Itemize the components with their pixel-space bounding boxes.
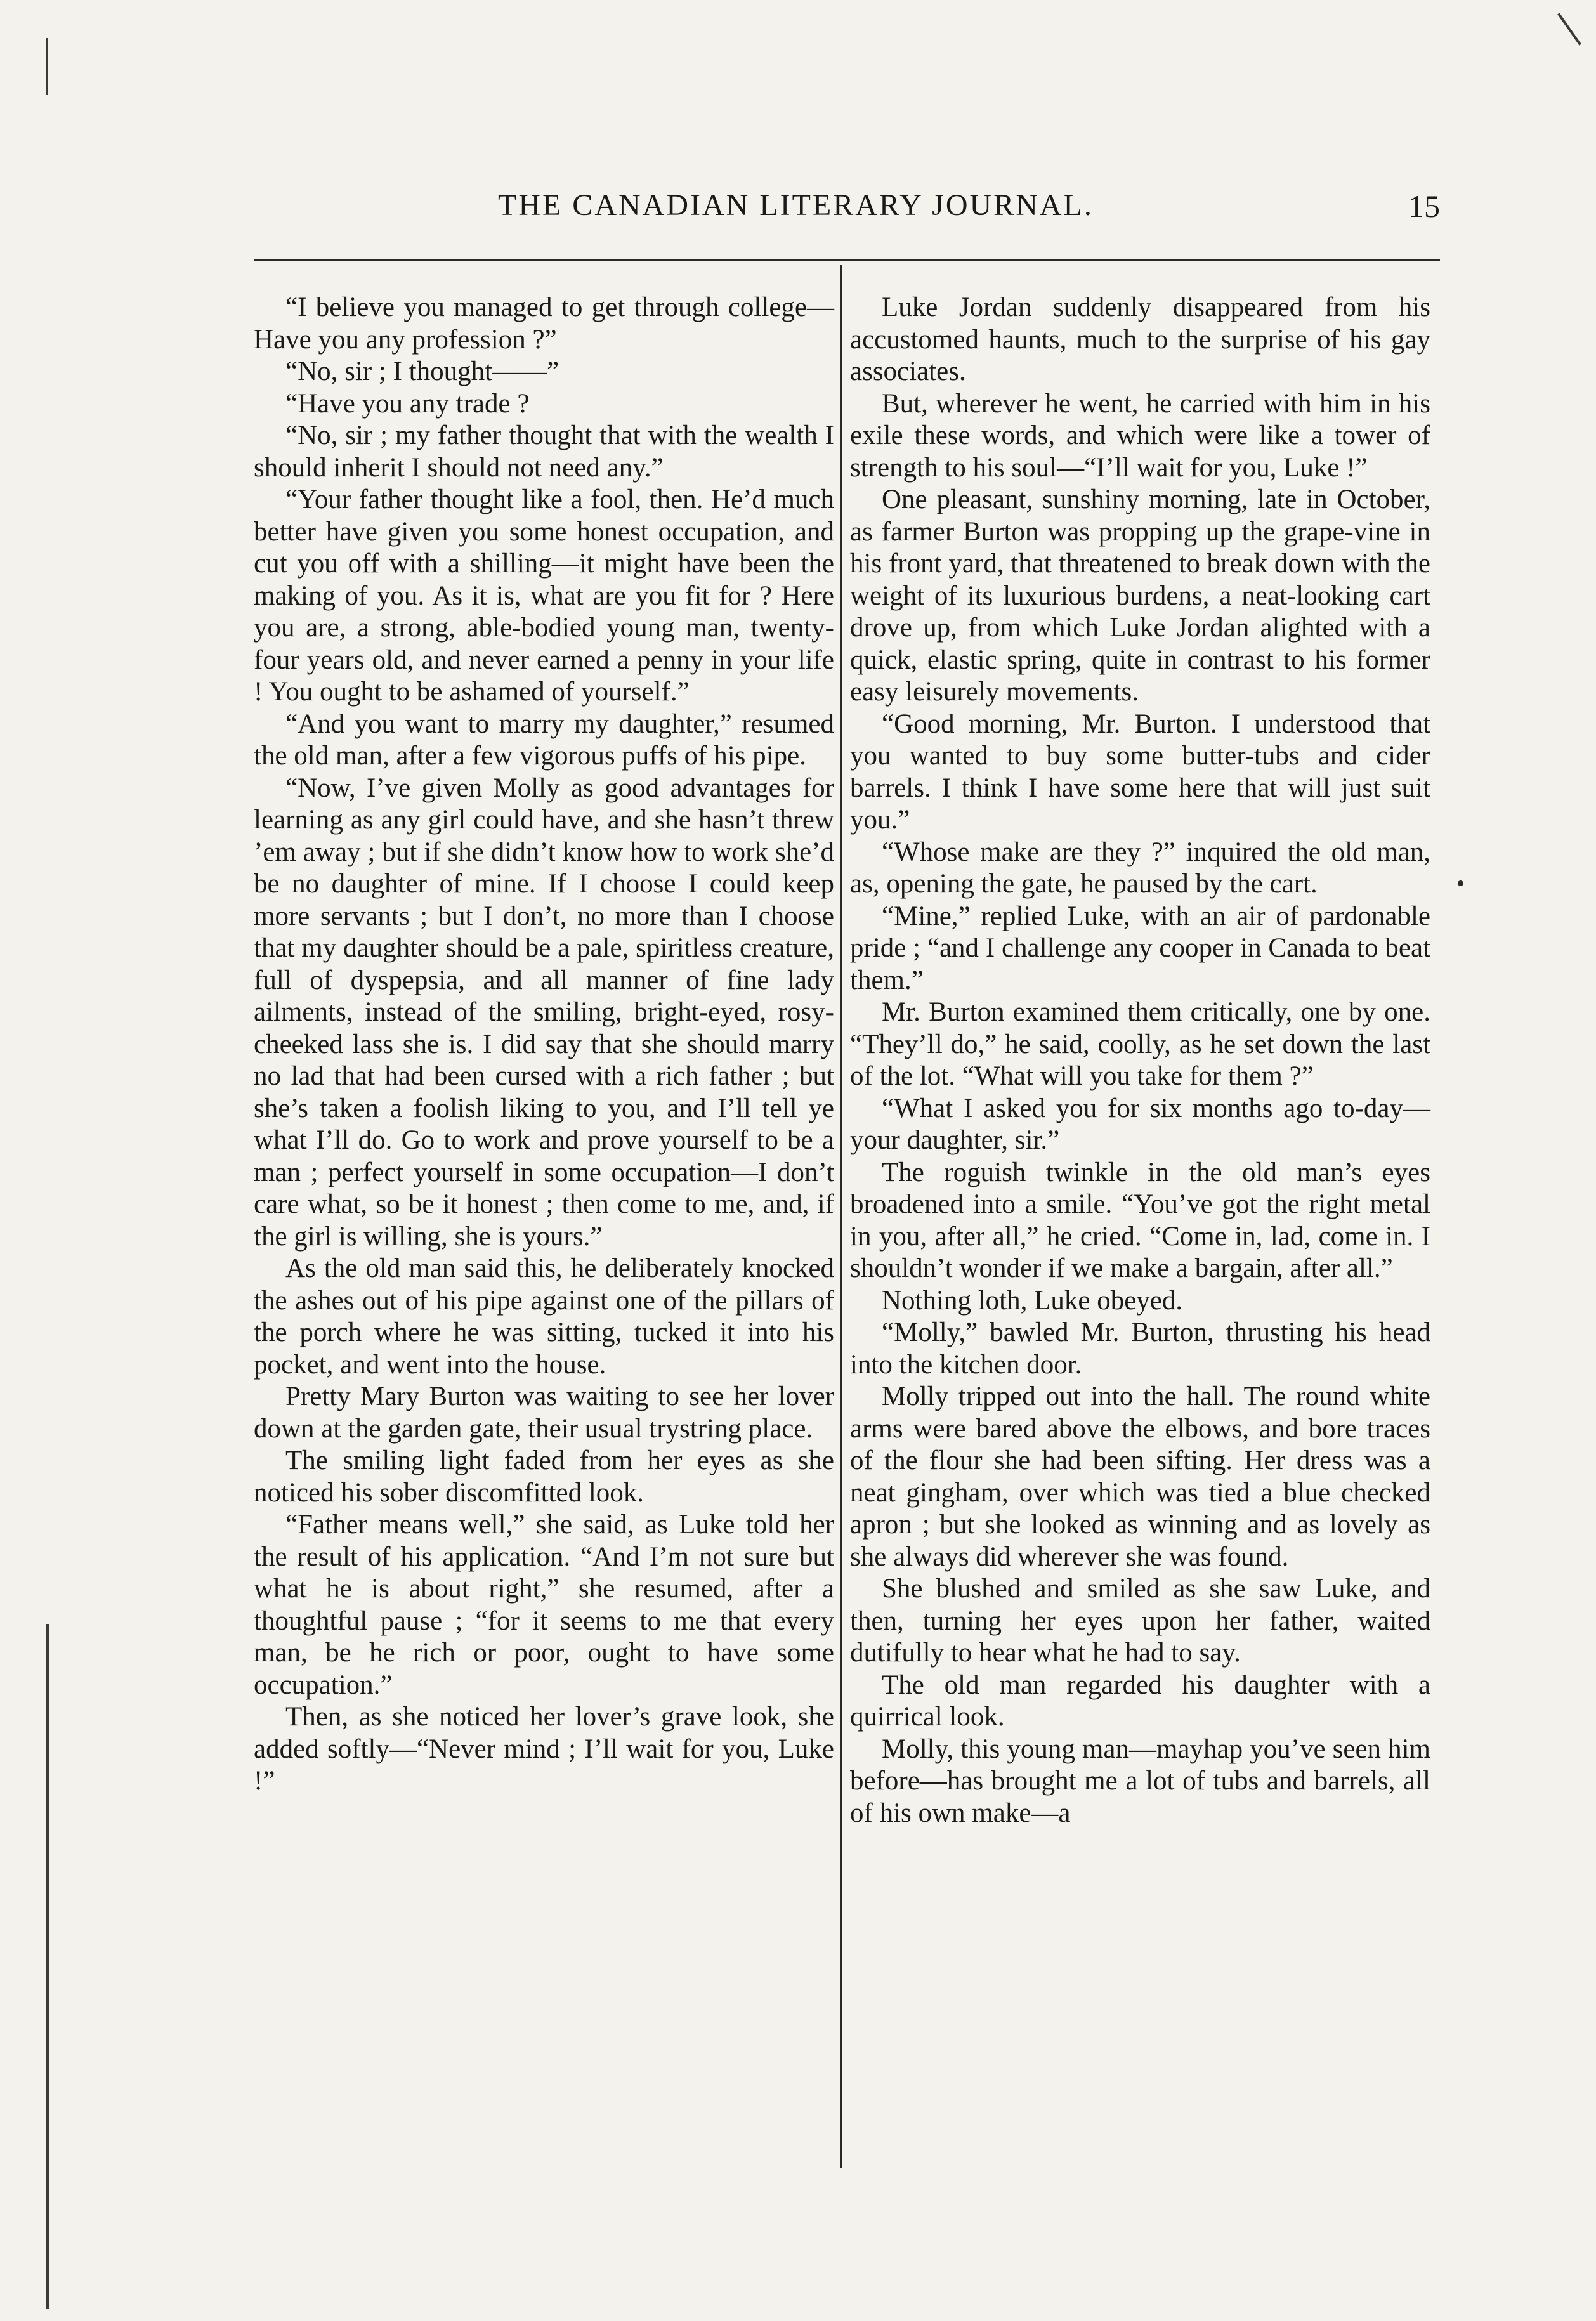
paragraph: “Have you any trade ? bbox=[285, 388, 530, 419]
paragraph: But, wherever he went, he carried with him in his exile these words, and which were like a tower of strength to his soul—“I’ll wait for you, Luke !” bbox=[850, 388, 1430, 483]
paragraph: The old man regarded his daughter with a quirrical look. bbox=[850, 1670, 1430, 1732]
paragraph: “Whose make are they ?” inquired the old man, as, opening the gate, he paused by the cart. bbox=[850, 837, 1430, 899]
paragraph: Molly, this young man—mayhap you’ve seen him before—has brought me a lot of tubs and barrels, all of his own make—a bbox=[850, 1734, 1430, 1828]
paragraph: Mr. Burton examined them critically, one by one. “They’ll do,” he said, coolly, as he set down the last of the lot. “What will you take for them ?” bbox=[850, 997, 1430, 1091]
paragraph: “Good morning, Mr. Burton. I understood that you wanted to buy some butter-tubs and cider barrels. I think I have some here that will just suit you.” bbox=[850, 709, 1430, 835]
paragraph: “Father means well,” she said, as Luke told her the result of his application. “And I’m not sure but what he is about right,” she resumed, after a thoughtful pause ; “for it seems to me that every man, be he rich or poor, ought to have some occupation.” bbox=[254, 1510, 834, 1700]
header-rule bbox=[254, 259, 1440, 261]
paragraph: “Now, I’ve given Molly as good advantages for learning as any girl could have, and she hasn’t threw ’em away ; but if she didn’t know how to work she’d be no daughter of mine. If I choose I could keep more servants ; but I don’t, no more than I choose that my daughter should be a pale, spiritless creature, full of dyspepsia, and all manner of fine lady ailments, instead of the smiling, bright-eyed, rosy-cheeked lass she is. I did say that she should marry no lad that had been cursed with a rich father ; but she’s taken a foolish liking to you, and I’ll tell ye what I’ll do. Go to work and prove yourself to be a man ; perfect yourself in some occupation—I don’t care what, so be it honest ; then come to me, and, if the girl is willing, she is yours.” bbox=[254, 773, 834, 1252]
paragraph: Then, as she noticed her lover’s grave look, she added softly—“Never mind ; I’ll wait for you, Luke !” bbox=[254, 1702, 834, 1796]
paragraph: “Molly,” bawled Mr. Burton, thrusting his head into the kitchen door. bbox=[850, 1317, 1430, 1380]
paragraph: The smiling light faded from her eyes as she noticed his sober discomfitted look. bbox=[254, 1446, 834, 1508]
journal-title: THE CANADIAN LITERARY JOURNAL. bbox=[498, 188, 1094, 222]
right-column bbox=[850, 292, 1430, 1829]
paragraph: Molly tripped out into the hall. The round white arms were bared above the elbows, and bore traces of the flour she had been sifting. Her dress was a neat gingham, over which was tied a blue checked apron ; but she looked as winning and as lovely as she always did wherever she was found. bbox=[850, 1382, 1430, 1572]
paragraph: She blushed and smiled as she saw Luke, and then, turning her eyes upon her father, waited dutifully to hear what he had to say. bbox=[850, 1574, 1430, 1668]
scan-corner-mark bbox=[1557, 13, 1581, 45]
paragraph: “Your father thought like a fool, then. He’d much better have given you some honest occupation, and cut you off with a shilling—it might have been the making of you. As it is, what are you fit for ? Here you are, a strong, able-bodied young man, twenty-four years old, and never earned a penny in your life ! You ought to be ashamed of yourself.” bbox=[254, 485, 834, 707]
page-number: 15 bbox=[1408, 188, 1440, 224]
paragraph: The roguish twinkle in the old man’s eyes broadened into a smile. “You’ve got the right metal in you, after all,” he cried. “Come in, lad, come in. I shouldn’t wonder if we make a bargain, after all.” bbox=[850, 1157, 1430, 1283]
paragraph: “Mine,” replied Luke, with an air of pardonable pride ; “and I challenge any cooper in Canada to beat them.” bbox=[850, 901, 1430, 995]
paragraph: “And you want to marry my daughter,” resumed the old man, after a few vigorous puffs of his pipe. bbox=[254, 709, 834, 771]
scan-edge-mark bbox=[46, 38, 48, 95]
paragraph: “I believe you managed to get through college—Have you any profession ?” bbox=[254, 292, 834, 355]
scan-speck bbox=[1458, 880, 1463, 886]
left-column bbox=[254, 292, 834, 1798]
paragraph: “What I asked you for six months ago to-day—your daughter, sir.” bbox=[850, 1093, 1430, 1155]
column-divider bbox=[840, 265, 842, 2168]
page-header bbox=[254, 188, 1440, 239]
scan-edge-mark bbox=[46, 1624, 49, 2309]
paragraph: As the old man said this, he deliberately knocked the ashes out of his pipe against one of the pillars of the porch where he was sitting, tucked it into his pocket, and went into the house. bbox=[254, 1253, 834, 1380]
paragraph: Luke Jordan suddenly disappeared from his accustomed haunts, much to the surprise of his gay associates. bbox=[850, 292, 1430, 386]
paragraph: “No, sir ; my father thought that with the wealth I should inherit I should not need any.” bbox=[254, 421, 834, 483]
paragraph: One pleasant, sunshiny morning, late in October, as farmer Burton was propping up the grape-vine in his front yard, that threatened to break down with the weight of its luxurious burdens, a neat-looking cart drove up, from which Luke Jordan alighted with a quick, elastic spring, quite in contrast to his former easy leisurely movements. bbox=[850, 485, 1430, 707]
paragraph: Nothing loth, Luke obeyed. bbox=[882, 1285, 1183, 1316]
paragraph: Pretty Mary Burton was waiting to see her lover down at the garden gate, their usual trystring place. bbox=[254, 1382, 834, 1444]
paragraph: “No, sir ; I thought——” bbox=[285, 356, 559, 386]
